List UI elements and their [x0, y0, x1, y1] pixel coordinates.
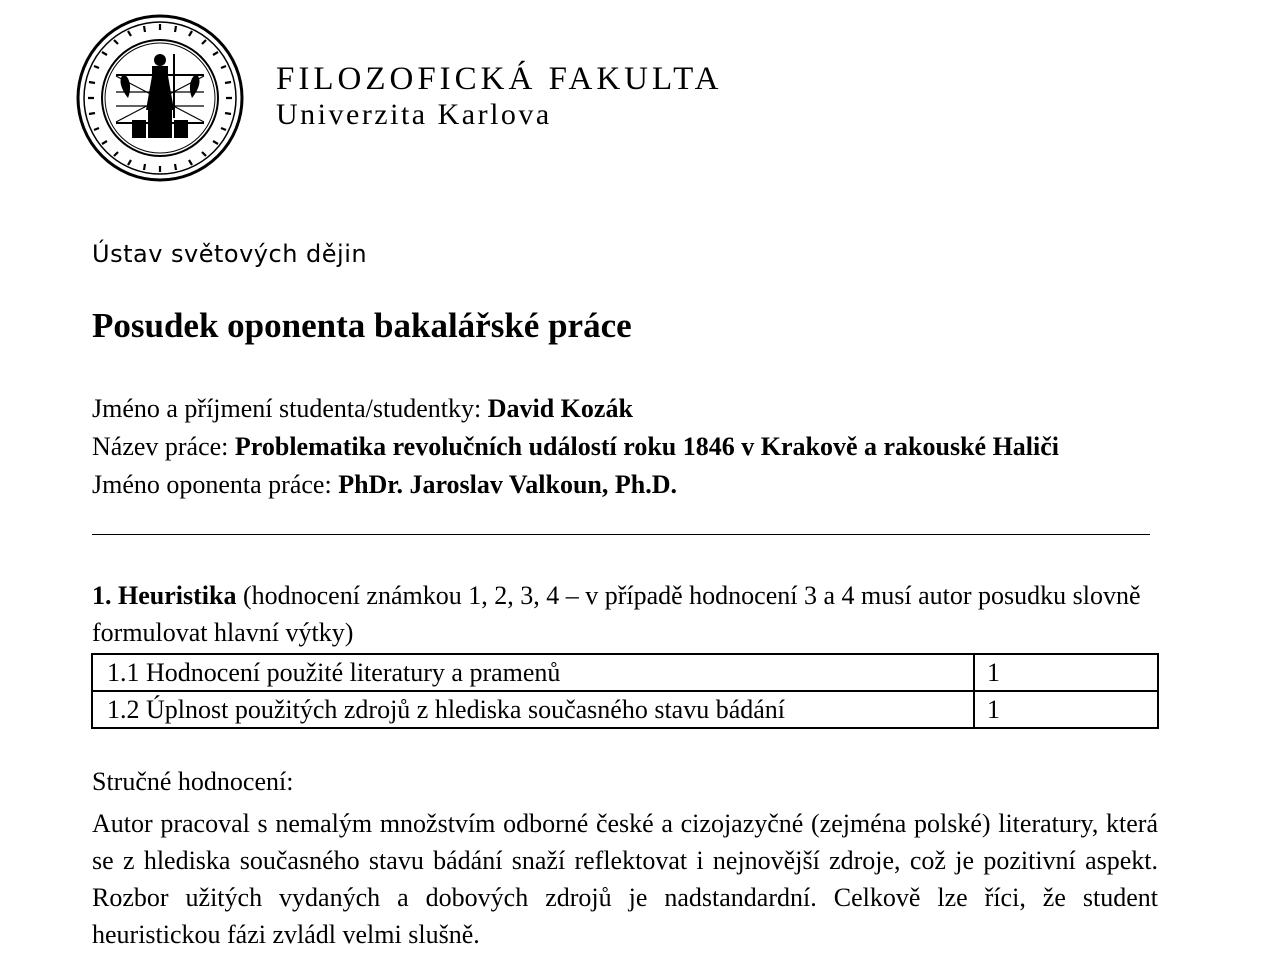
university-name: Univerzita Karlova [276, 98, 552, 131]
opponent-name: PhDr. Jaroslav Valkoun, Ph.D. [338, 470, 678, 499]
opponent-label: Jméno oponenta práce: [92, 470, 339, 499]
divider-line [92, 534, 1150, 535]
student-label: Jméno a příjmení studenta/studentky: [92, 394, 488, 423]
criterion-score: 1 [974, 691, 1158, 728]
criterion-label: 1.1 Hodnocení použité literatury a pramenů [92, 654, 974, 691]
summary-label: Stručné hodnocení: [92, 767, 294, 796]
table-row [92, 654, 1158, 691]
institute-name: Ústav světových dějin [92, 240, 368, 268]
thesis-line [92, 428, 1059, 466]
criterion-label: 1.2 Úplnost použitých zdrojů z hlediska současného stavu bádání [92, 691, 974, 728]
faculty-name: FILOZOFICKÁ FAKULTA [276, 61, 723, 97]
table-row [92, 691, 1158, 728]
thesis-label: Název práce: [92, 432, 235, 461]
opponent-line [92, 466, 1059, 504]
section-note: (hodnocení známkou 1, 2, 3, 4 – v případě hodnocení 3 a 4 musí autor posudku slovně formulovat hlavní výtky) [92, 581, 1141, 647]
document-title: Posudek oponenta bakalářské práce [92, 306, 632, 345]
thesis-meta [92, 390, 1059, 504]
faculty-header [276, 60, 722, 132]
thesis-title: Problematika revolučních událostí roku 1846 v Krakově a rakouské Haliči [234, 432, 1060, 461]
section-heuristics-heading [92, 577, 1162, 651]
university-seal-icon [76, 14, 244, 182]
student-name: David Kozák [487, 394, 633, 423]
criterion-score: 1 [974, 654, 1158, 691]
summary-text: Autor pracoval s nemalým množstvím odborné české a cizojazyčné (zejména polské) literatury, která se z hlediska současného stavu bádání snaží reflektovat i nejnovější zdroje, což je pozitivní aspekt. Rozbor užitých vydaných a dobových zdrojů je nadstandardní. Celkově lze říci, že student heuristickou fázi zvládl velmi slušně. [92, 809, 1158, 949]
scores-table [91, 653, 1159, 729]
section-heading: 1. Heuristika [92, 581, 237, 610]
student-line [92, 390, 1059, 428]
